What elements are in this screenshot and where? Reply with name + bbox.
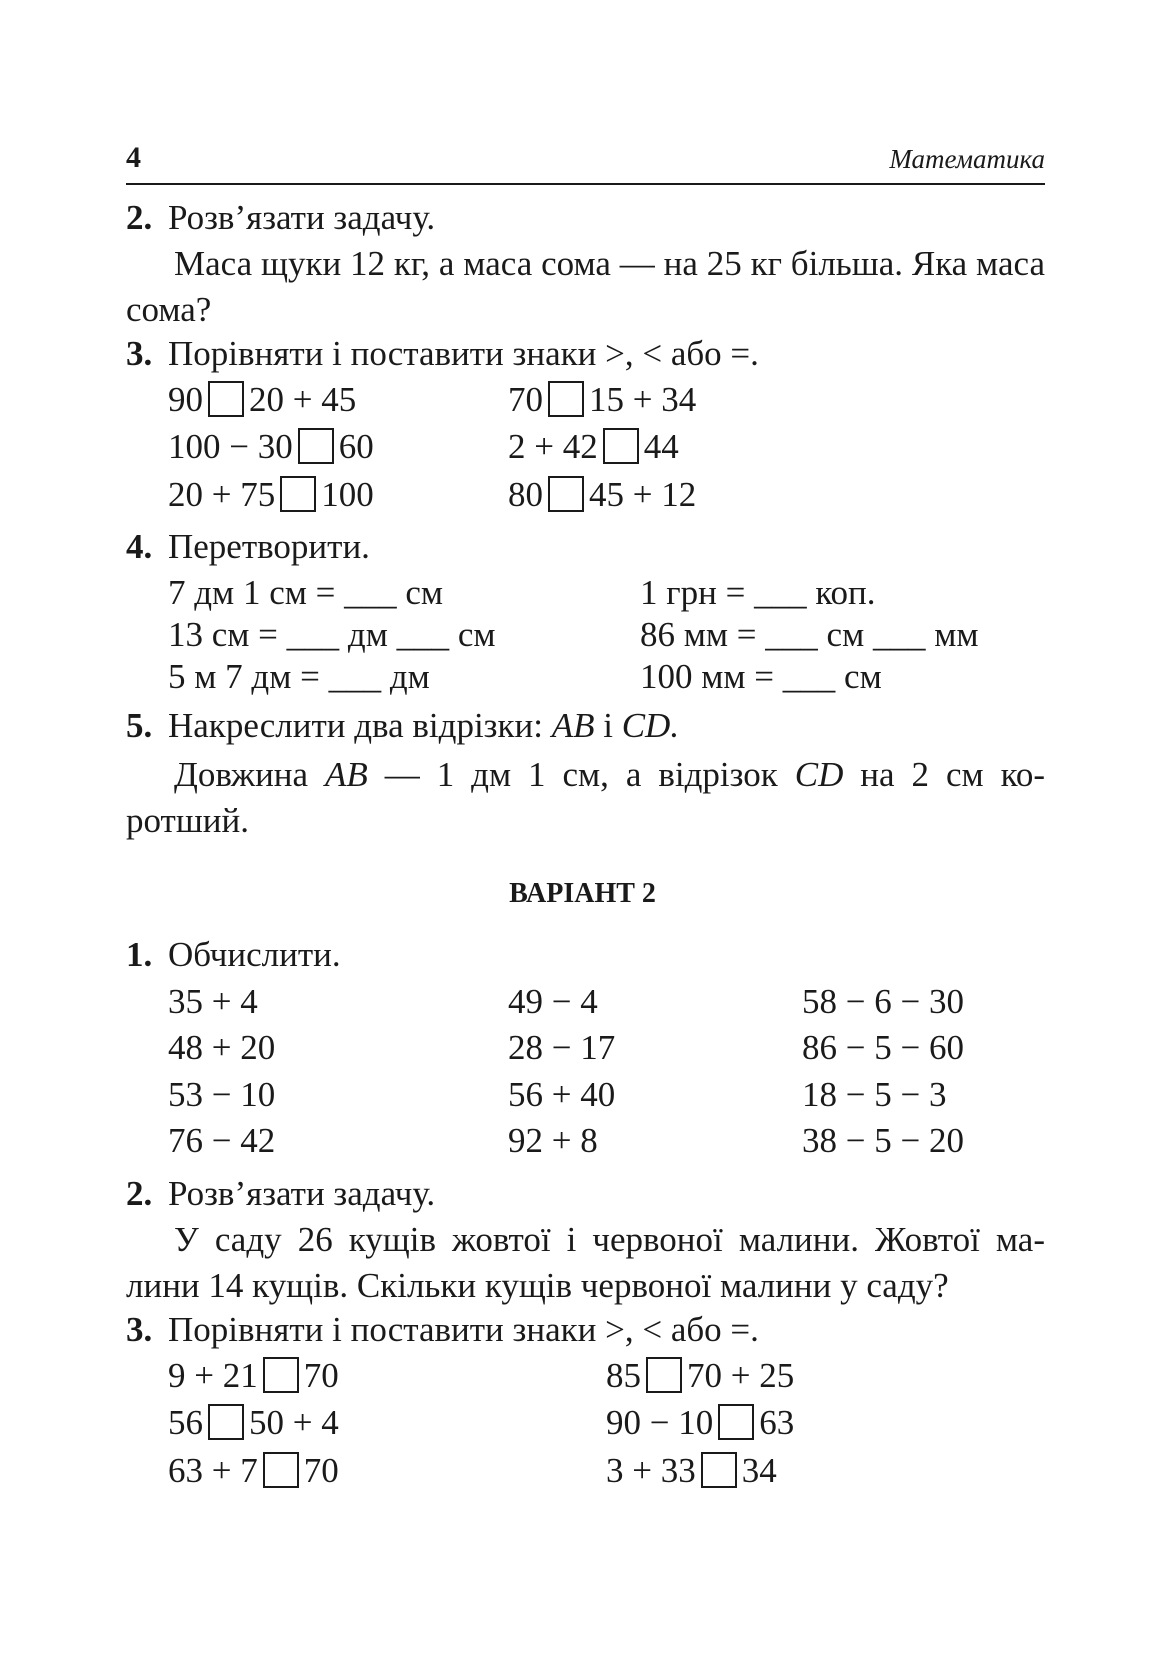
subject-title: Математика <box>889 144 1045 174</box>
compare-answer-box[interactable] <box>548 381 584 417</box>
compare-answer-box[interactable] <box>263 1357 299 1393</box>
compare-right: 70 <box>303 1451 339 1490</box>
v1-convert-r2c1: 13 см = ___ дм ___ см <box>168 615 496 654</box>
compare-right: 63 <box>759 1403 795 1442</box>
compare-left: 63 + 7 <box>168 1451 258 1490</box>
v1-task5-text <box>126 752 1045 844</box>
v2-task3-number: 3. <box>126 1310 153 1349</box>
v2-calc-r4c2: 92 + 8 <box>508 1121 598 1160</box>
task5-text-part1: Довжина <box>174 755 326 794</box>
v1-task5-number: 5. <box>126 706 153 745</box>
v2-calc-r3c3: 18 − 5 − 3 <box>802 1075 947 1114</box>
compare-answer-box[interactable] <box>208 1404 244 1440</box>
compare-left: 56 <box>168 1403 203 1442</box>
v2-calc-r2c3: 86 − 5 − 60 <box>802 1028 964 1067</box>
v2-calc-r4c1: 76 − 42 <box>168 1121 276 1160</box>
v1-task4-title: Перетворити. <box>168 527 370 566</box>
v2-compare-r2c1 <box>168 1403 339 1443</box>
compare-right: 44 <box>643 427 679 466</box>
compare-left: 9 + 21 <box>168 1356 258 1395</box>
v2-calc-r2c1: 48 + 20 <box>168 1028 276 1067</box>
v2-task2-text: У саду 26 кущів жовтої і червоної малини. Жовтої ма-лини 14 кущів. Скільки кущів червоної малини у саду? <box>126 1220 1045 1305</box>
v1-task5-title <box>168 706 679 746</box>
v1-convert-r1c2: 1 грн = ___ коп. <box>640 573 876 612</box>
header-rule <box>126 183 1045 185</box>
v1-task4-number: 4. <box>126 527 153 566</box>
compare-answer-box[interactable] <box>263 1452 299 1488</box>
v1-compare-r3c2 <box>508 475 696 515</box>
compare-left: 90 − 10 <box>606 1403 714 1442</box>
compare-answer-box[interactable] <box>718 1404 754 1440</box>
v1-compare-r3c1 <box>168 475 374 515</box>
task5-text-seg-ab: AB <box>325 755 368 794</box>
compare-right: 15 + 34 <box>589 380 697 419</box>
compare-right: 45 + 12 <box>589 475 697 514</box>
v2-calc-r1c1: 35 + 4 <box>168 982 258 1021</box>
v2-calc-r4c3: 38 − 5 − 20 <box>802 1121 964 1160</box>
compare-left: 90 <box>168 380 203 419</box>
task5-text-seg-cd: CD <box>794 755 844 794</box>
task5-text-part2: — 1 дм 1 см, а відрізок <box>367 755 795 794</box>
v2-calc-r3c2: 56 + 40 <box>508 1075 616 1114</box>
compare-answer-box[interactable] <box>298 428 334 464</box>
v2-compare-r1c1 <box>168 1356 339 1396</box>
task5-title-conj: і <box>594 706 622 745</box>
compare-answer-box[interactable] <box>208 381 244 417</box>
v1-task2-title: Розв’язати задачу. <box>168 198 436 237</box>
v2-calc-r1c3: 58 − 6 − 30 <box>802 982 964 1021</box>
v2-task3-title: Порівняти і поставити знаки >, < або =. <box>168 1310 759 1349</box>
page-number: 4 <box>126 141 141 174</box>
v2-compare-r1c2 <box>606 1356 794 1396</box>
compare-answer-box[interactable] <box>280 476 316 512</box>
compare-left: 70 <box>508 380 543 419</box>
compare-answer-box[interactable] <box>701 1452 737 1488</box>
variant-2-heading: ВАРІАНТ 2 <box>509 878 656 909</box>
compare-left: 3 + 33 <box>606 1451 696 1490</box>
compare-right: 70 + 25 <box>687 1356 795 1395</box>
segment-cd-label: CD. <box>621 706 680 745</box>
segment-ab-label: AB <box>551 706 595 745</box>
compare-right: 20 + 45 <box>249 380 357 419</box>
compare-right: 50 + 4 <box>249 1403 339 1442</box>
v1-convert-r3c2: 100 мм = ___ см <box>640 657 882 696</box>
v1-task3-title: Порівняти і поставити знаки >, < або =. <box>168 334 759 373</box>
v1-compare-r2c1 <box>168 427 374 467</box>
compare-right: 34 <box>741 1451 777 1490</box>
task5-text-part3: на 2 см ко-ротший. <box>126 755 1045 840</box>
compare-answer-box[interactable] <box>646 1357 682 1393</box>
compare-left: 85 <box>606 1356 641 1395</box>
compare-left: 2 + 42 <box>508 427 598 466</box>
v1-convert-r3c1: 5 м 7 дм = ___ дм <box>168 657 430 696</box>
v2-calc-r3c1: 53 − 10 <box>168 1075 276 1114</box>
v2-compare-r3c1 <box>168 1451 339 1491</box>
v2-task1-title: Обчислити. <box>168 935 341 974</box>
v2-task1-number: 1. <box>126 935 153 974</box>
compare-right: 100 <box>321 475 374 514</box>
v2-compare-r3c2 <box>606 1451 777 1491</box>
v2-task2-number: 2. <box>126 1174 153 1213</box>
compare-left: 100 − 30 <box>168 427 293 466</box>
v1-compare-r2c2 <box>508 427 679 467</box>
compare-answer-box[interactable] <box>548 476 584 512</box>
v1-convert-r2c2: 86 мм = ___ см ___ мм <box>640 615 979 654</box>
v1-compare-r1c2 <box>508 380 696 420</box>
compare-right: 60 <box>338 427 374 466</box>
task5-title-prefix: Накреслити два відрізки: <box>168 706 552 745</box>
compare-right: 70 <box>303 1356 339 1395</box>
compare-left: 20 + 75 <box>168 475 276 514</box>
v2-calc-r2c2: 28 − 17 <box>508 1028 616 1067</box>
v1-task3-number: 3. <box>126 334 153 373</box>
v1-task2-text: Маса щуки 12 кг, а маса сома — на 25 кг більша. Яка маса сома? <box>126 244 1045 329</box>
v1-task2-number: 2. <box>126 198 153 237</box>
v2-calc-r1c2: 49 − 4 <box>508 982 598 1021</box>
v1-convert-r1c1: 7 дм 1 см = ___ см <box>168 573 444 612</box>
compare-answer-box[interactable] <box>603 428 639 464</box>
v2-task2-title: Розв’язати задачу. <box>168 1174 436 1213</box>
v1-compare-r1c1 <box>168 380 356 420</box>
v2-compare-r2c2 <box>606 1403 794 1443</box>
compare-left: 80 <box>508 475 543 514</box>
